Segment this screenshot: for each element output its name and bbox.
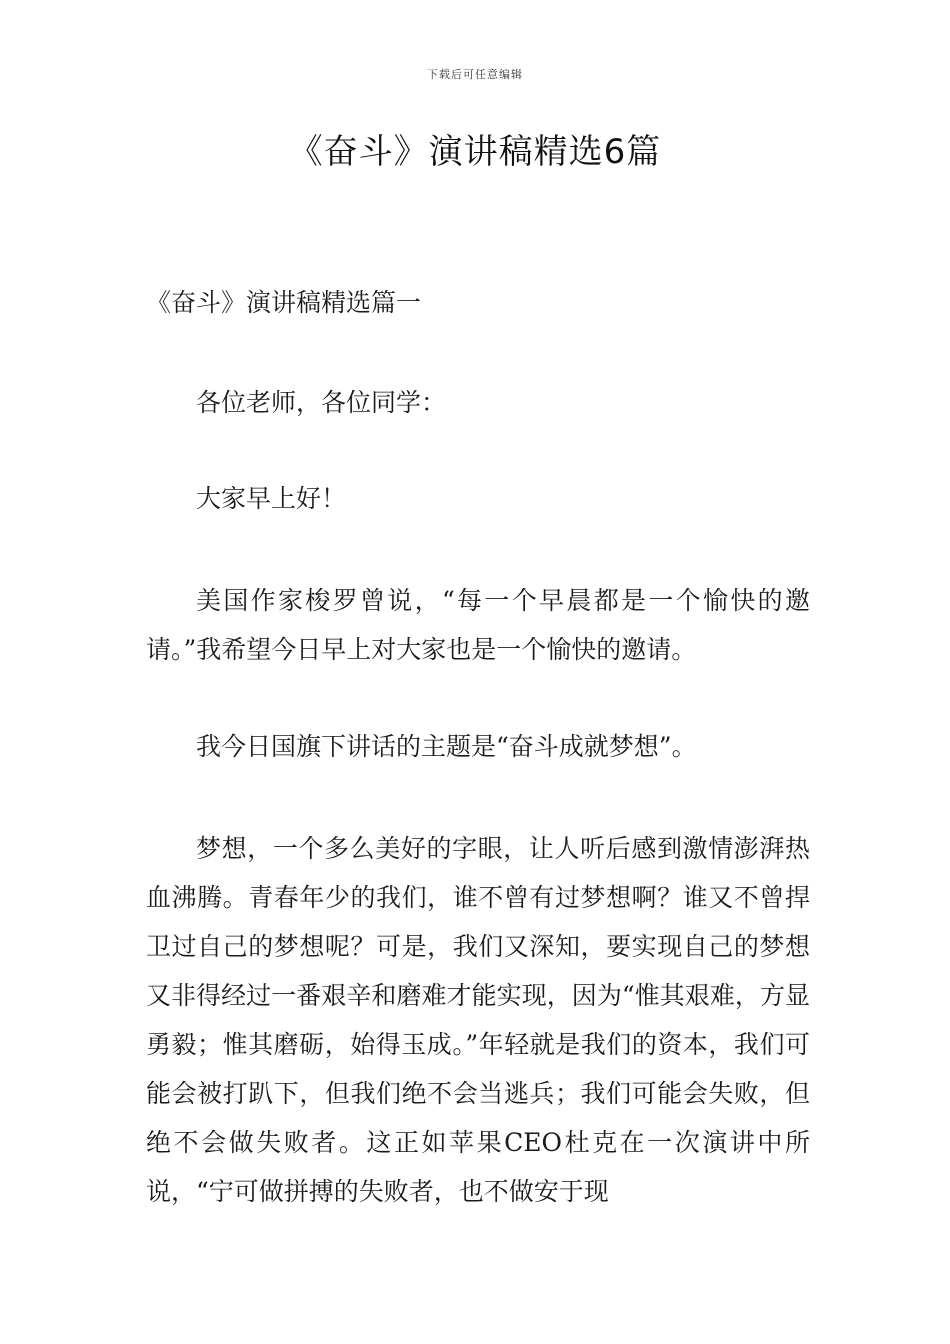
paragraph-theme: 我今日国旗下讲话的主题是“奋斗成就梦想”。 (196, 732, 697, 761)
paragraph-quote: 美国作家梭罗曾说，“每一个早晨都是一个愉快的邀请。”我希望今日早上对大家也是一个愉快的邀请。 (146, 586, 810, 664)
paragraph-good-morning: 大家早上好！ (196, 484, 347, 513)
paragraph-dream: 梦想，一个多么美好的字眼，让人听后感到激情澎湃热血沸腾。青春年少的我们，谁不曾有过梦想啊？谁又不曾捍卫过自己的梦想呢？可是，我们又深知，要实现自己的梦想又非得经过一番艰辛和磨难才能实现，因为“惟其艰难，方显勇毅；惟其磨砺，始得玉成。”年轻就是我们的资本，我们可能会被打趴下，但我们绝不会当逃兵；我们可能会失败，但绝不会做失败者。这正如苹果CEO杜克在一次演讲中所说，“宁可做拼搏的失败者，也不做安于现 (146, 834, 810, 1206)
section-heading: 《奋斗》演讲稿精选篇一 (146, 288, 422, 317)
document-title: 《奋斗》演讲稿精选6篇 (288, 132, 662, 172)
paragraph-greeting: 各位老师，各位同学： (196, 388, 447, 417)
header-note: 下载后可任意编辑 (427, 68, 523, 81)
